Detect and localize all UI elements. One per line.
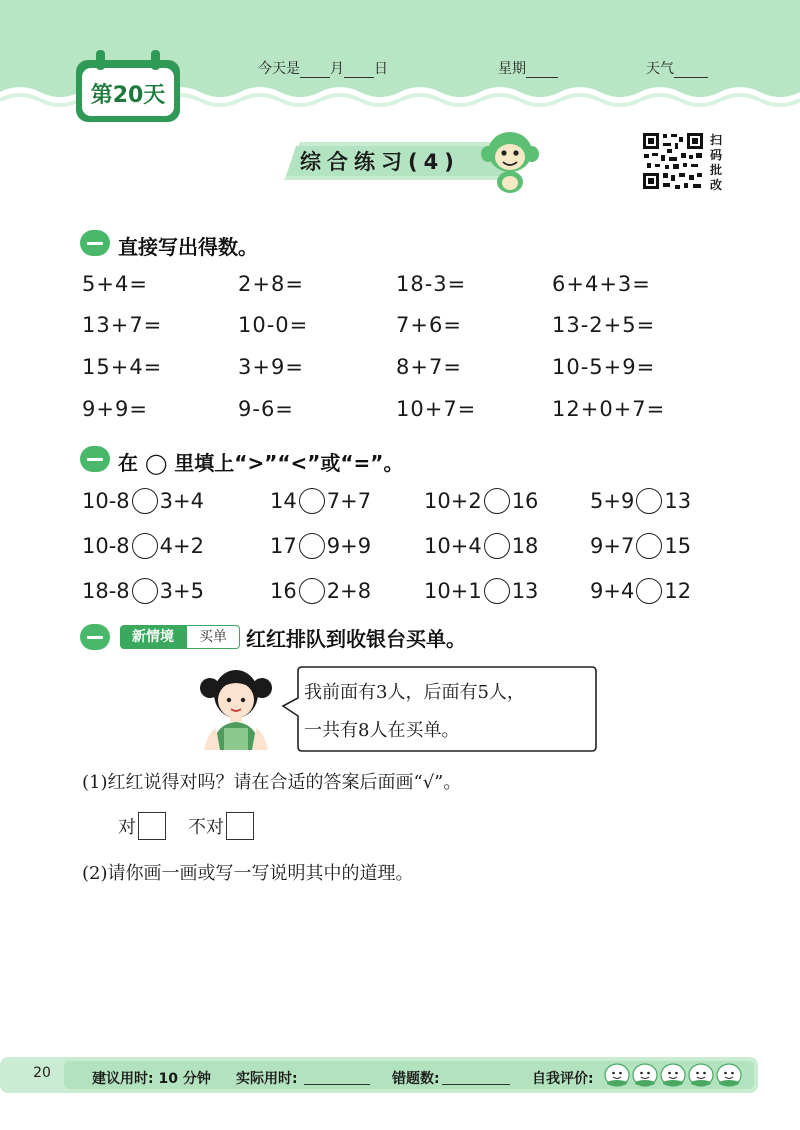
problem: 3+9= — [238, 355, 304, 379]
rating-face-icon — [633, 1064, 657, 1086]
weather-blank[interactable] — [674, 63, 708, 78]
compare-item — [590, 578, 691, 604]
compare-item — [424, 578, 538, 604]
qr-label-char: 扫 — [709, 133, 722, 147]
answer-options — [118, 812, 254, 840]
error-count-blank[interactable] — [442, 1084, 510, 1085]
section3-title: 红红排队到收银台买单。 — [246, 627, 466, 651]
compare-right: 4+2 — [159, 534, 204, 558]
rating-face-icon — [717, 1064, 741, 1086]
compare-circle[interactable] — [299, 533, 325, 559]
bubble-text-line2: 一共有8人在买单。 — [304, 720, 460, 741]
problem: 2+8= — [238, 272, 304, 296]
compare-right: 13 — [511, 579, 539, 603]
compare-circle[interactable] — [484, 533, 510, 559]
page-title: 综合练习(4) — [300, 150, 460, 174]
compare-item — [82, 488, 204, 514]
compare-item — [270, 578, 371, 604]
problem: 18-3= — [396, 272, 467, 296]
option-right-label: 对 — [118, 817, 136, 838]
self-eval-label: 自我评价: — [532, 1071, 594, 1087]
qr-code-icon[interactable] — [641, 131, 705, 191]
day-blank[interactable] — [344, 63, 374, 78]
monkey-mascot-icon — [480, 128, 540, 194]
compare-right: 9+9 — [326, 534, 372, 558]
month-blank[interactable] — [300, 63, 330, 78]
compare-item — [270, 533, 371, 559]
problem: 10-0= — [238, 313, 309, 337]
problem: 13+7= — [82, 313, 163, 337]
day-badge-label: 第20天 — [90, 83, 166, 108]
problem: 9-6= — [238, 397, 294, 421]
weekday-line — [498, 58, 558, 78]
section-number-icon — [80, 446, 110, 472]
compare-right: 18 — [511, 534, 539, 558]
compare-right: 12 — [664, 579, 692, 603]
page-number: 20 — [33, 1065, 51, 1081]
problem: 6+4+3= — [552, 272, 651, 296]
self-eval-rating[interactable] — [604, 1062, 744, 1088]
compare-left: 9+7 — [590, 534, 635, 558]
suggested-time: 建议用时: 10 分钟 — [92, 1071, 211, 1087]
compare-item — [270, 488, 371, 514]
compare-item — [424, 488, 538, 514]
problem: 9+9= — [82, 397, 148, 421]
qr-label-char: 批 — [709, 163, 722, 177]
day-label: 日 — [374, 61, 388, 77]
rating-face-icon — [661, 1064, 685, 1086]
compare-right: 3+5 — [159, 579, 204, 603]
compare-right: 16 — [511, 489, 539, 513]
actual-time-blank[interactable] — [304, 1084, 370, 1085]
month-label: 月 — [330, 61, 344, 77]
compare-right: 13 — [664, 489, 692, 513]
compare-left: 17 — [270, 534, 297, 558]
compare-item — [590, 533, 691, 559]
compare-left: 16 — [270, 579, 297, 603]
compare-left: 9+4 — [590, 579, 635, 603]
compare-left: 5+9 — [590, 489, 635, 513]
compare-left: 18-8 — [82, 579, 130, 603]
compare-item — [82, 533, 204, 559]
compare-circle[interactable] — [636, 488, 662, 514]
option-wrong-checkbox[interactable] — [226, 812, 254, 840]
rating-face-icon — [689, 1064, 713, 1086]
tag-new-scenario: 新情境 — [120, 625, 186, 649]
compare-right: 3+4 — [159, 489, 204, 513]
compare-circle[interactable] — [132, 578, 158, 604]
actual-time-label: 实际用时: — [236, 1071, 298, 1087]
section1-title: 直接写出得数。 — [118, 235, 258, 259]
problem: 8+7= — [396, 355, 462, 379]
compare-circle[interactable] — [484, 488, 510, 514]
date-line — [258, 58, 388, 78]
problem: 15+4= — [82, 355, 163, 379]
problem: 5+4= — [82, 272, 148, 296]
question-2: (2)请你画一画或写一写说明其中的道理。 — [82, 863, 414, 884]
tag-topic: 买单 — [186, 625, 240, 649]
compare-item — [590, 488, 691, 514]
section-number-icon — [80, 624, 110, 650]
girl-character-icon — [196, 662, 276, 750]
problem: 12+0+7= — [552, 397, 666, 421]
compare-circle[interactable] — [299, 578, 325, 604]
compare-left: 10+1 — [424, 579, 482, 603]
compare-circle[interactable] — [484, 578, 510, 604]
section2-title: 在 ◯ 里填上“>”“<”或“=”。 — [118, 451, 404, 475]
compare-left: 10+4 — [424, 534, 482, 558]
problem: 13-2+5= — [552, 313, 656, 337]
qr-label-char: 码 — [709, 148, 722, 162]
compare-circle[interactable] — [132, 488, 158, 514]
question-1: (1)红红说得对吗？请在合适的答案后面画“√”。 — [82, 772, 462, 793]
problem: 7+6= — [396, 313, 462, 337]
qr-label-char: 改 — [709, 178, 722, 192]
date-prefix: 今天是 — [258, 61, 300, 77]
compare-circle[interactable] — [636, 578, 662, 604]
compare-circle[interactable] — [636, 533, 662, 559]
option-right-checkbox[interactable] — [138, 812, 166, 840]
weekday-blank[interactable] — [526, 63, 558, 78]
compare-left: 10-8 — [82, 534, 130, 558]
section-number-icon — [80, 230, 110, 256]
compare-left: 14 — [270, 489, 297, 513]
compare-right: 15 — [664, 534, 692, 558]
weather-label: 天气 — [646, 61, 674, 77]
error-count-label: 错题数: — [392, 1071, 440, 1087]
bubble-text-line1: 我前面有3人，后面有5人， — [304, 682, 525, 703]
rating-face-icon — [605, 1064, 629, 1086]
weekday-label: 星期 — [498, 61, 526, 77]
compare-left: 10+2 — [424, 489, 482, 513]
option-wrong-label: 不对 — [188, 817, 224, 838]
weather-line — [646, 58, 708, 78]
problem: 10-5+9= — [552, 355, 656, 379]
problem: 10+7= — [396, 397, 477, 421]
compare-right: 2+8 — [326, 579, 372, 603]
compare-left: 10-8 — [82, 489, 130, 513]
compare-item — [424, 533, 538, 559]
compare-circle[interactable] — [299, 488, 325, 514]
compare-item — [82, 578, 204, 604]
compare-right: 7+7 — [326, 489, 372, 513]
compare-circle[interactable] — [132, 533, 158, 559]
